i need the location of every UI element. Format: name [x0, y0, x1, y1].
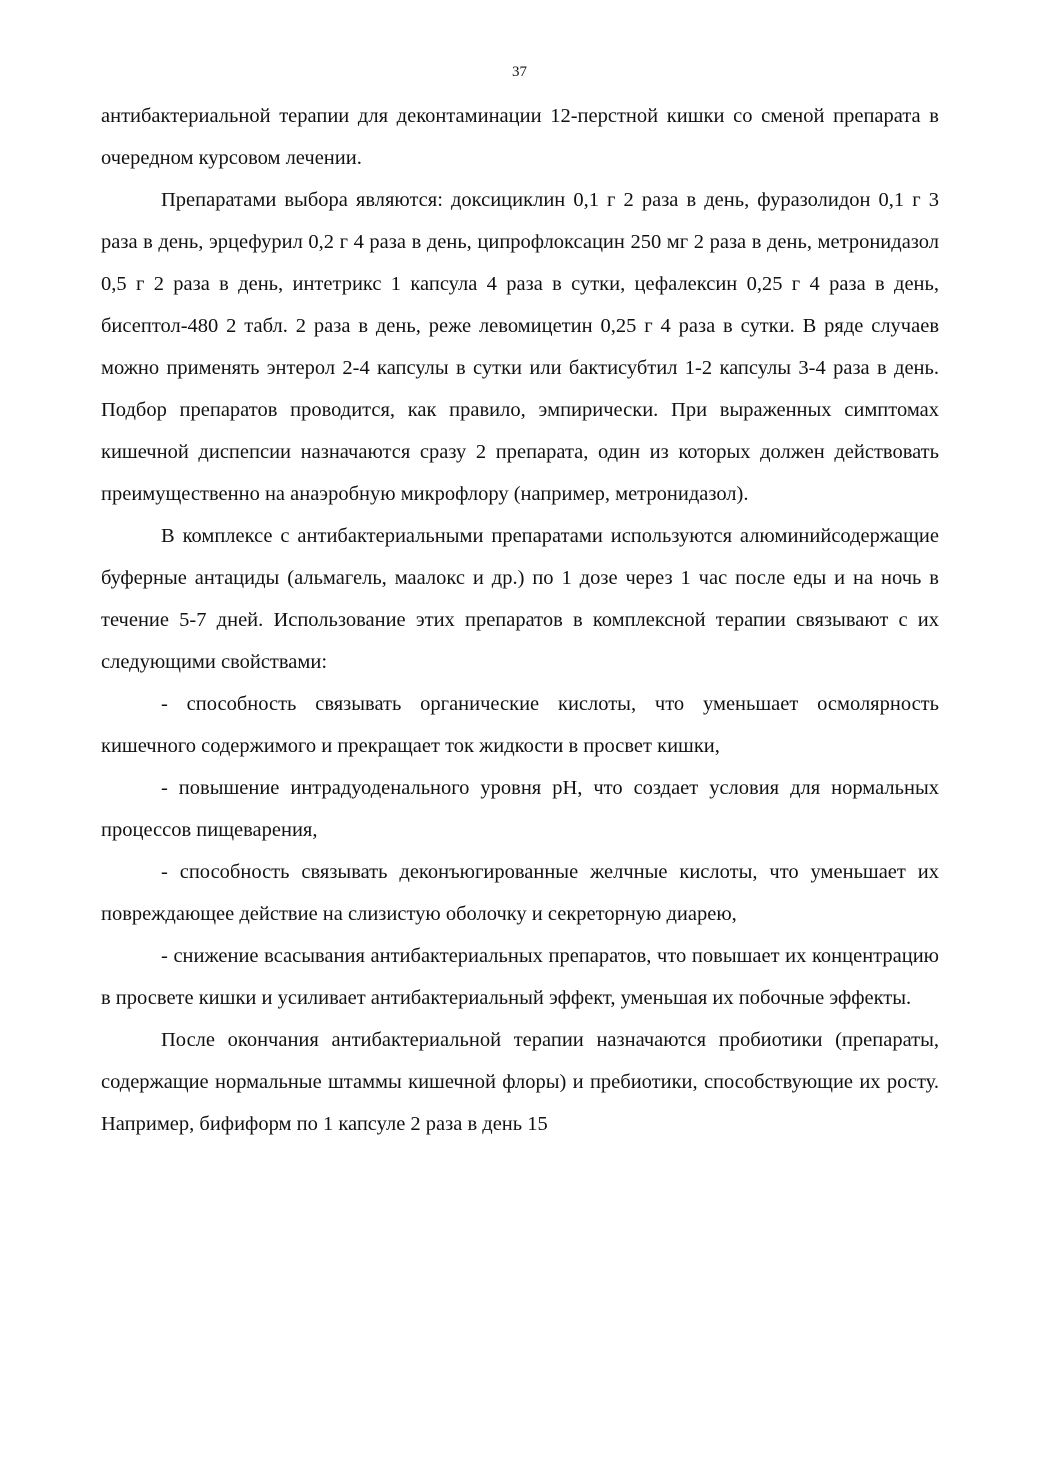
paragraph-drugs-of-choice: Препаратами выбора являются: доксициклин 0,1 г 2 раза в день, фуразолидон 0,1 г 3 раза в день, эрцефурил 0,2 г 4 раза в день, ципрофлоксацин 250 мг 2 раза в день, метронидазол 0,5 г 2 раза в день, интетрикс 1 капсула 4 раза в сутки, цефалексин 0,25 г 4 раза в день, бисептол-480 2 табл. 2 раза в день, реже левомицетин 0,25 г 4 раза в сутки. В ряде случаев можно применять энтерол 2-4 капсулы в сутки или бактисубтил 1-2 капсулы 3-4 раза в день. Подбор препаратов проводится, как правило, эмпирически. При выраженных симптомах кишечной диспепсии назначаются сразу 2 препарата, один из которых должен действовать преимущественно на анаэробную микрофлору (например, метронидазол).: [101, 189, 939, 505]
document-body: [101, 95, 939, 1145]
list-item-organic-acids: - способность связывать органические кислоты, что уменьшает осмолярность кишечного содержимого и прекращает ток жидкости в просвет кишки,: [101, 693, 939, 757]
paragraph-probiotics: После окончания антибактериальной терапии назначаются пробиотики (препараты, содержащие нормальные штаммы кишечной флоры) и пребиотики, способствующие их росту. Например, бифиформ по 1 капсуле 2 раза в день 15: [101, 1029, 939, 1135]
list-item-ph-increase: - повышение интрадуоденального уровня рН, что создает условия для нормальных процессов пищеварения,: [101, 777, 939, 841]
paragraph-antacids: В комплексе с антибактериальными препаратами используются алюминийсодержащие буферные антациды (альмагель, маалокс и др.) по 1 дозе через 1 час после еды и на ночь в течение 5-7 дней. Использование этих препаратов в комплексной терапии связывают с их следующими свойствами:: [101, 525, 939, 673]
page-number: 37: [512, 64, 527, 80]
paragraph-continuation: антибактериальной терапии для деконтаминации 12-перстной кишки со сменой препарата в очередном курсовом лечении.: [101, 105, 939, 169]
list-item-bile-acids: - способность связывать деконъюгированные желчные кислоты, что уменьшает их повреждающее действие на слизистую оболочку и секреторную диарею,: [101, 861, 939, 925]
list-item-absorption-reduction: - снижение всасывания антибактериальных препаратов, что повышает их концентрацию в просвете кишки и усиливает антибактериальный эффект, уменьшая их побочные эффекты.: [101, 945, 939, 1009]
